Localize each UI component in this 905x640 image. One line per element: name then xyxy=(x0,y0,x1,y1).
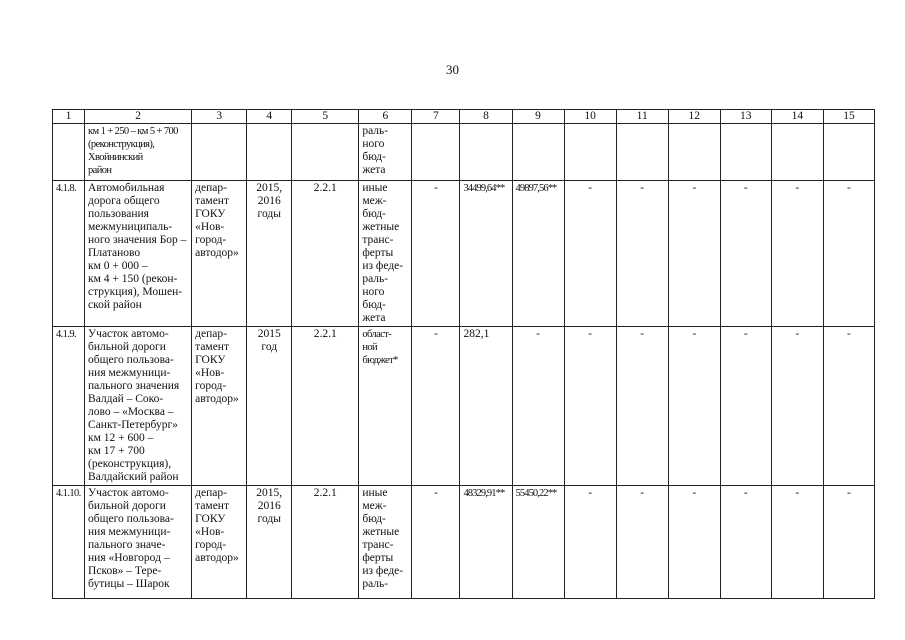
funding-source: иные меж- бюд- жетные транс- ферты из феде- раль- xyxy=(359,486,412,599)
object-name: Участок автомо- бильной дороги общего пользова- ния межмуници- пального значения Валдай – Соко- лово – «Москва – Санкт-Петербург» км 12 + 600 – км 17 + 700 (реконструкция), Валдайский район xyxy=(85,327,192,486)
cell-col12: - xyxy=(668,327,720,486)
column-header: 1 xyxy=(53,110,85,124)
table-row xyxy=(53,486,875,599)
column-header: 4 xyxy=(247,110,292,124)
cell-col15: - xyxy=(823,181,874,327)
cell-col11: - xyxy=(616,327,668,486)
column-header: 3 xyxy=(192,110,247,124)
cell-col12 xyxy=(668,124,720,181)
cell-col9: 49897,56** xyxy=(512,181,564,327)
column-header: 13 xyxy=(720,110,771,124)
cell-col8 xyxy=(460,124,512,181)
cell-col12: - xyxy=(668,486,720,599)
cell-col10: - xyxy=(564,327,616,486)
executor xyxy=(192,124,247,181)
column-header: 11 xyxy=(616,110,668,124)
column-header: 6 xyxy=(359,110,412,124)
page-number: 30 xyxy=(446,62,459,77)
column-header: 9 xyxy=(512,110,564,124)
object-name: Участок автомо- бильной дороги общего пользова- ния межмуници- пального значе- ния «Новгород – Псков» – Тере- бутицы – Шарок xyxy=(85,486,192,599)
cell-col15: - xyxy=(823,327,874,486)
column-header: 2 xyxy=(85,110,192,124)
cell-col10: - xyxy=(564,181,616,327)
target-index: 2.2.1 xyxy=(292,327,359,486)
target-index: 2.2.1 xyxy=(292,181,359,327)
cell-col11: - xyxy=(616,486,668,599)
table-row xyxy=(53,327,875,486)
object-name: Автомобильная дорога общего пользования межмуниципаль- ного значения Бор – Платаново км 0 + 000 – км 4 + 150 (рекон- струкция), Мошен- ской район xyxy=(85,181,192,327)
executor: депар- тамент ГОКУ «Нов- город- автодор» xyxy=(192,486,247,599)
cell-col14: - xyxy=(771,327,823,486)
program-table xyxy=(52,109,875,599)
item-number: 4.1.10. xyxy=(53,486,85,599)
cell-col13: - xyxy=(720,327,771,486)
cell-col10 xyxy=(564,124,616,181)
cell-col7: - xyxy=(412,181,460,327)
cell-col12: - xyxy=(668,181,720,327)
item-number xyxy=(53,124,85,181)
funding-source: иные меж- бюд- жетные транс- ферты из феде- раль- ного бюд- жета xyxy=(359,181,412,327)
column-header: 8 xyxy=(460,110,512,124)
target-index: 2.2.1 xyxy=(292,486,359,599)
column-header: 14 xyxy=(771,110,823,124)
cell-col11 xyxy=(616,124,668,181)
cell-col15: - xyxy=(823,486,874,599)
period: 2015, 2016 годы xyxy=(247,486,292,599)
table-row xyxy=(53,124,875,181)
cell-col13: - xyxy=(720,486,771,599)
cell-col9 xyxy=(512,124,564,181)
target-index xyxy=(292,124,359,181)
cell-col8: 34499,64** xyxy=(460,181,512,327)
cell-col13 xyxy=(720,124,771,181)
period xyxy=(247,124,292,181)
cell-col14: - xyxy=(771,181,823,327)
cell-col8: 282,1 xyxy=(460,327,512,486)
executor: депар- тамент ГОКУ «Нов- город- автодор» xyxy=(192,181,247,327)
cell-col7: - xyxy=(412,486,460,599)
cell-col15 xyxy=(823,124,874,181)
column-header: 7 xyxy=(412,110,460,124)
object-name: км 1 + 250 – км 5 + 700 (реконструкция), Хвойнинский район xyxy=(85,124,192,181)
column-header: 10 xyxy=(564,110,616,124)
column-header: 15 xyxy=(823,110,874,124)
funding-source: раль- ного бюд- жета xyxy=(359,124,412,181)
column-header: 12 xyxy=(668,110,720,124)
column-number-row xyxy=(53,110,875,124)
column-header: 5 xyxy=(292,110,359,124)
period: 2015 год xyxy=(247,327,292,486)
cell-col9: 55450,22** xyxy=(512,486,564,599)
table-row xyxy=(53,181,875,327)
period: 2015, 2016 годы xyxy=(247,181,292,327)
cell-col10: - xyxy=(564,486,616,599)
cell-col14 xyxy=(771,124,823,181)
funding-source: област- ной бюджет* xyxy=(359,327,412,486)
item-number: 4.1.8. xyxy=(53,181,85,327)
cell-col8: 48329,91** xyxy=(460,486,512,599)
cell-col13: - xyxy=(720,181,771,327)
cell-col11: - xyxy=(616,181,668,327)
executor: депар- тамент ГОКУ «Нов- город- автодор» xyxy=(192,327,247,486)
cell-col7: - xyxy=(412,327,460,486)
item-number: 4.1.9. xyxy=(53,327,85,486)
cell-col7 xyxy=(412,124,460,181)
cell-col9: - xyxy=(512,327,564,486)
cell-col14: - xyxy=(771,486,823,599)
